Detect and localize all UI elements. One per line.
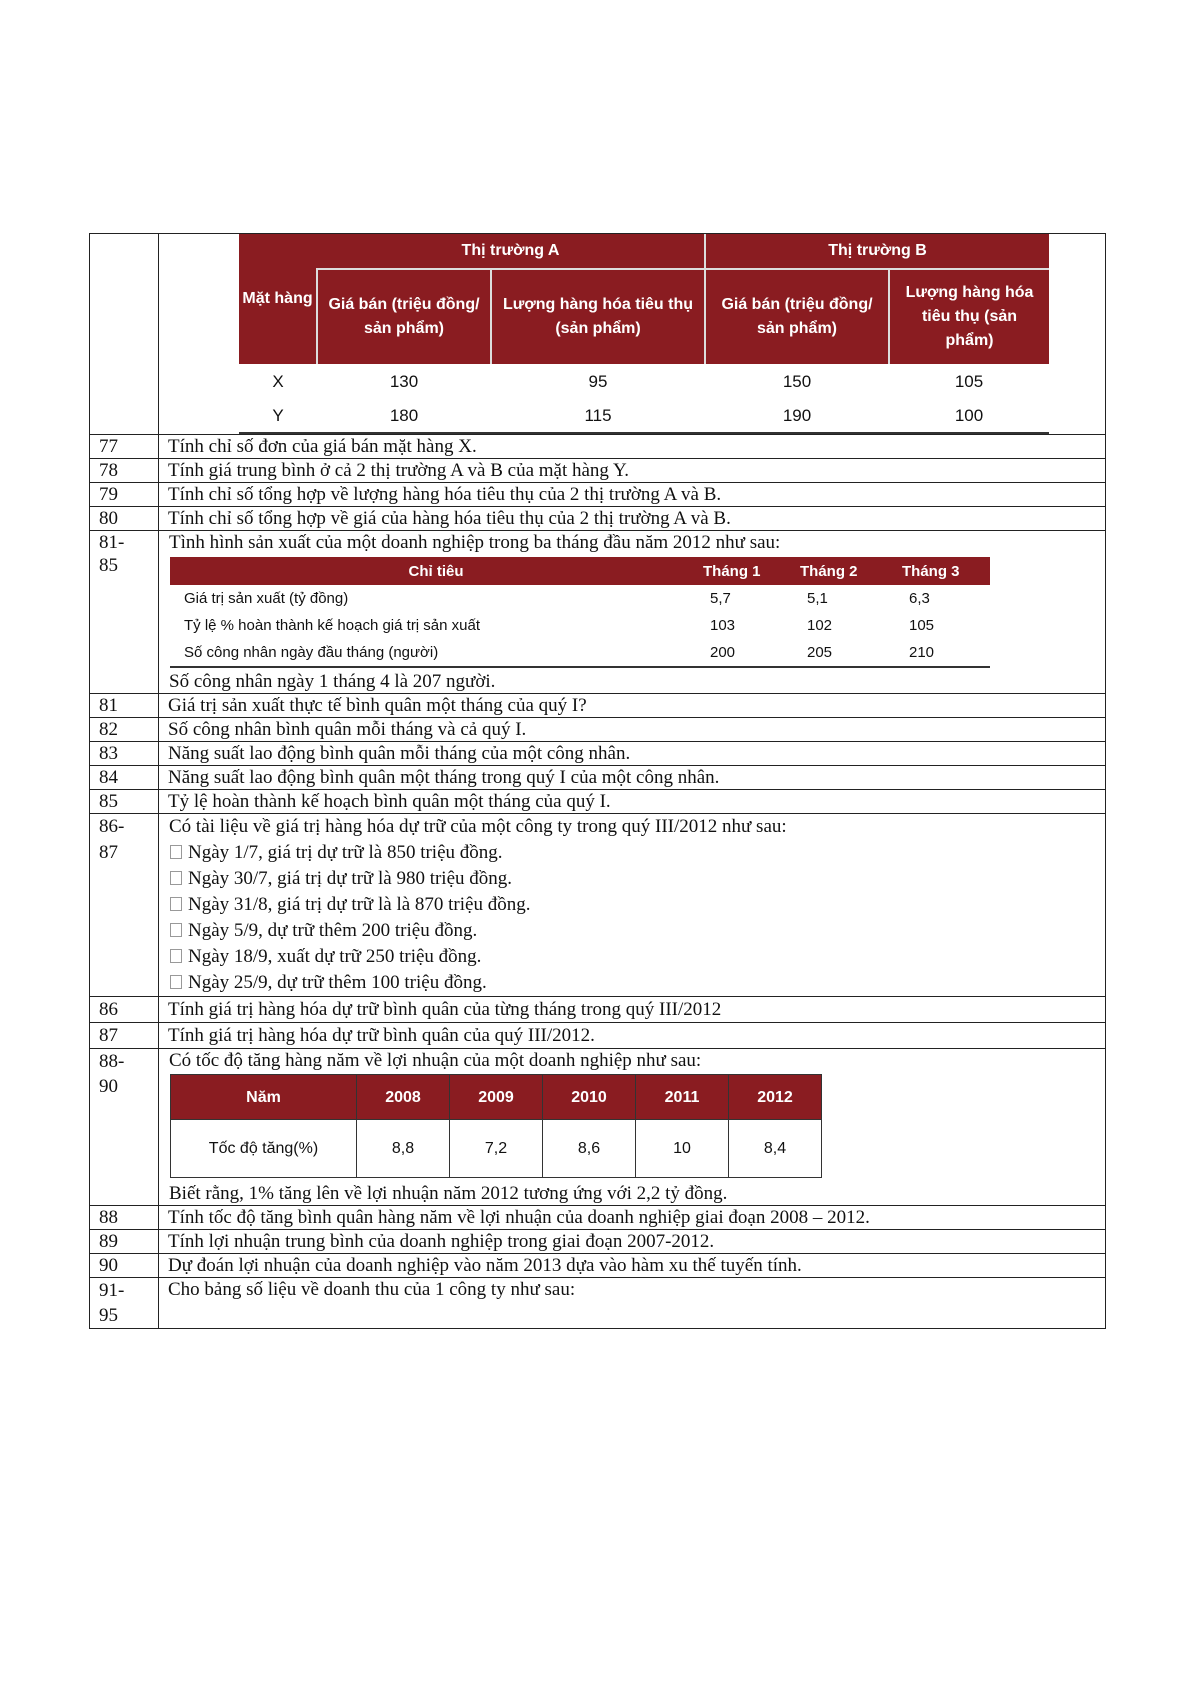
market-b-header: Thị trường B <box>705 234 1049 269</box>
question-row: 88 Tính tốc độ tăng bình quân hàng năm về lợi nhuận của doanh nghiệp giai đoạn 2008 – 2012. <box>90 1206 1106 1230</box>
question-group-91-95: 91- 95 Cho bảng số liệu về doanh thu của 1 công ty như sau: <box>90 1278 1106 1329</box>
bullet-box-icon <box>170 975 182 989</box>
question-row: 89 Tính lợi nhuận trung bình của doanh nghiệp trong giai đoạn 2007-2012. <box>90 1230 1106 1254</box>
col-item-header: Mặt hàng <box>239 234 317 364</box>
list-item: Ngày 25/9, dự trữ thêm 100 triệu đồng. <box>168 970 1105 996</box>
question-row: 87 Tính giá trị hàng hóa dự trữ bình quân của quý III/2012. <box>90 1023 1106 1049</box>
question-group-81-85: 81- 85 Tình hình sản xuất của một doanh nghiệp trong ba tháng đầu năm 2012 như sau: Chỉ tiêu Tháng 1 Tháng 2 Tháng 3 Giá trị sản xuất (tỷ đồng) 5,7 5,1 6,3 Tỷ lệ % hoàn thành kế hoạch giá trị sản xuất 103 102 105 Số công nhân ngày đầu tháng (người) 200 205 210 Số công nhân ngày 1 tháng 4 là 207 người. <box>90 531 1106 694</box>
bullet-box-icon <box>170 845 182 859</box>
bullet-box-icon <box>170 923 182 937</box>
bullet-box-icon <box>170 897 182 911</box>
question-group-86-87: 86- 87 Có tài liệu về giá trị hàng hóa dự trữ của một công ty trong quý III/2012 như sau: Ngày 1/7, giá trị dự trữ là 850 triệu đồng. Ngày 30/7, giá trị dự trữ là 980 triệu đồng. Ngày 31/8, giá trị dự trữ là là 870 triệu đồng. Ngày 5/9, dự trữ thêm 200 triệu đồng. Ngày 18/9, xuất dự trữ 250 triệu đồng. Ngày 25/9, dự trữ thêm 100 triệu đồng. <box>90 814 1106 997</box>
question-row: 85 Tỷ lệ hoàn thành kế hoạch bình quân một tháng của quý I. <box>90 790 1106 814</box>
prod-row: Tỷ lệ % hoàn thành kế hoạch giá trị sản xuất 103 102 105 <box>184 617 935 634</box>
list-item: Ngày 18/9, xuất dự trữ 250 triệu đồng. <box>168 944 1105 970</box>
prod-row: Giá trị sản xuất (tỷ đồng) 5,7 5,1 6,3 <box>184 590 930 607</box>
market-table <box>239 234 1049 434</box>
question-row: 81 Giá trị sản xuất thực tế bình quân một tháng của quý I? <box>90 694 1106 718</box>
question-group-88-90: 88- 90 Có tốc độ tăng hàng năm về lợi nhuận của một doanh nghiệp như sau: Năm 2008 2009 2010 2011 2012 Tốc độ tăng(%) 8,8 7,2 8,6 10 8,4 Biết rằng, 1% tăng lên về lợi nhuận năm 2012 tương ứng với 2,2 tỷ đồng. <box>90 1049 1106 1206</box>
growth-table: Năm 2008 2009 2010 2011 2012 Tốc độ tăng(%) 8,8 7,2 8,6 10 8,4 <box>170 1074 822 1178</box>
growth-row: Tốc độ tăng(%) 8,8 7,2 8,6 10 8,4 <box>171 1120 822 1178</box>
market-row-y: Y 180 115 190 100 <box>239 398 1049 433</box>
question-row: 84 Năng suất lao động bình quân một tháng trong quý I của một công nhân. <box>90 766 1106 790</box>
list-item: Ngày 1/7, giá trị dự trữ là 850 triệu đồng. <box>168 840 1105 866</box>
list-item: Ngày 5/9, dự trữ thêm 200 triệu đồng. <box>168 918 1105 944</box>
price-a-header: Giá bán (triệu đồng/ sản phẩm) <box>317 269 491 364</box>
question-row: 80 Tính chỉ số tổng hợp về giá của hàng hóa tiêu thụ của 2 thị trường A và B. <box>90 507 1106 531</box>
exercise-table <box>89 233 1106 1329</box>
qty-b-header: Lượng hàng hóa tiêu thụ (sản phẩm) <box>889 269 1049 364</box>
market-a-header: Thị trường A <box>317 234 705 269</box>
question-row: 90 Dự đoán lợi nhuận của doanh nghiệp vào năm 2013 dựa vào hàm xu thế tuyến tính. <box>90 1254 1106 1278</box>
production-table: Chỉ tiêu Tháng 1 Tháng 2 Tháng 3 Giá trị sản xuất (tỷ đồng) 5,7 5,1 6,3 Tỷ lệ % hoàn thành kế hoạch giá trị sản xuất 103 102 105 Số công nhân ngày đầu tháng (người) 200 205 210 <box>170 557 990 668</box>
list-item: Ngày 30/7, giá trị dự trữ là 980 triệu đồng. <box>168 866 1105 892</box>
bullet-box-icon <box>170 871 182 885</box>
prod-row: Số công nhân ngày đầu tháng (người) 200 205 210 <box>170 639 990 667</box>
question-row: 83 Năng suất lao động bình quân mỗi tháng của một công nhân. <box>90 742 1106 766</box>
question-row: 77 Tính chỉ số đơn của giá bán mặt hàng X. <box>90 435 1106 459</box>
list-item: Ngày 31/8, giá trị dự trữ là là 870 triệu đồng. <box>168 892 1105 918</box>
bullet-box-icon <box>170 949 182 963</box>
question-row: 82 Số công nhân bình quân mỗi tháng và cả quý I. <box>90 718 1106 742</box>
market-table-row <box>90 234 1106 435</box>
question-row: 78 Tính giá trung bình ở cả 2 thị trường A và B của mặt hàng Y. <box>90 459 1106 483</box>
price-b-header: Giá bán (triệu đồng/ sản phẩm) <box>705 269 889 364</box>
question-row: 86 Tính giá trị hàng hóa dự trữ bình quân của từng tháng trong quý III/2012 <box>90 997 1106 1023</box>
question-row: 79 Tính chỉ số tổng hợp về lượng hàng hóa tiêu thụ của 2 thị trường A và B. <box>90 483 1106 507</box>
qty-a-header: Lượng hàng hóa tiêu thụ (sản phẩm) <box>491 269 705 364</box>
market-row-x: X 130 95 150 105 <box>272 371 984 391</box>
